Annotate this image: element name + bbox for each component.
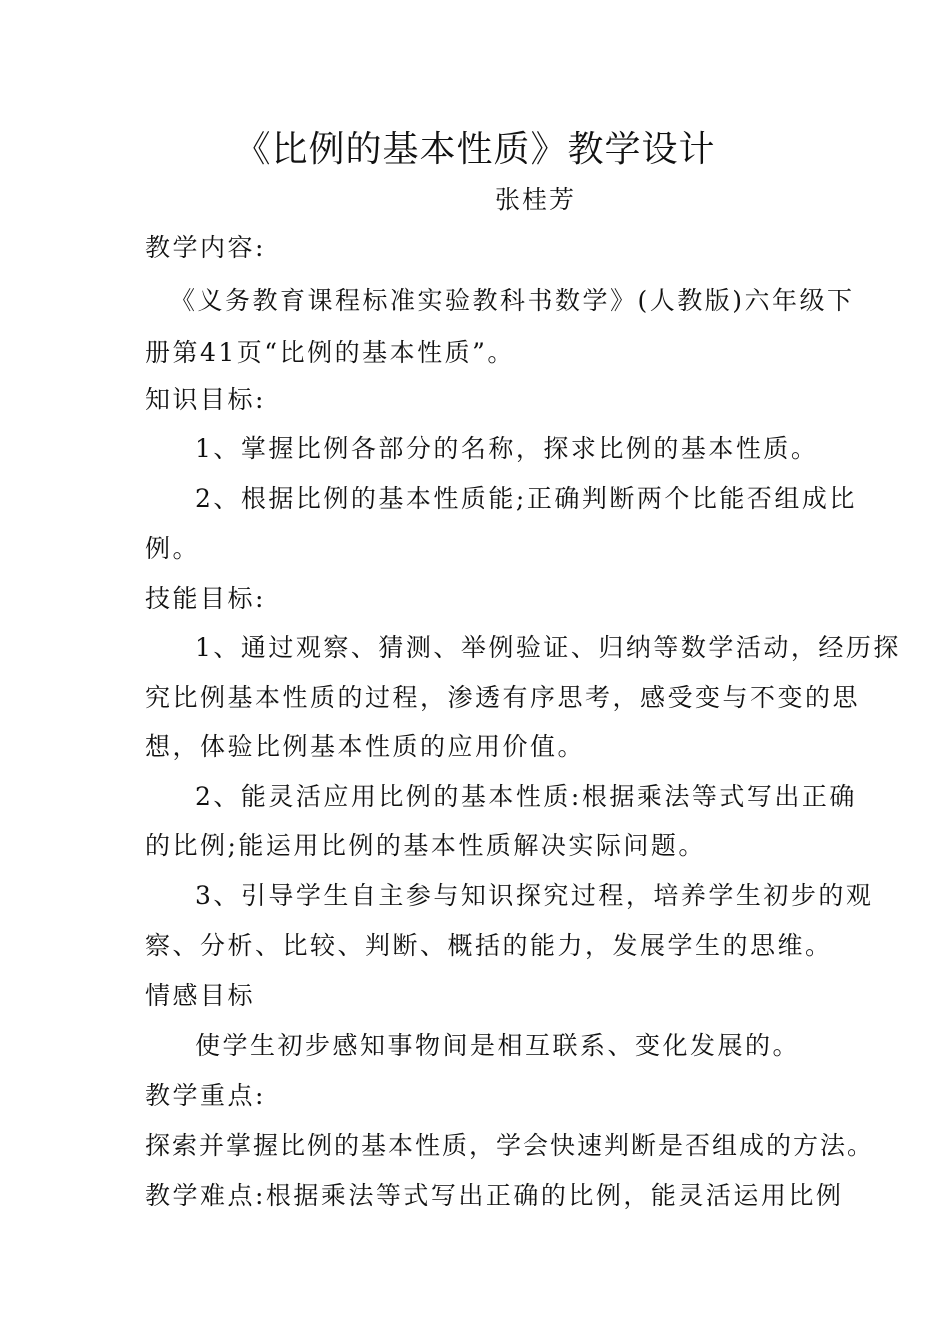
- body-line: 察、分析、比较、判断、概括的能力，发展学生的思维。: [145, 931, 833, 960]
- body-line: 的比例;能运用比例的基本性质解决实际问题。: [145, 831, 706, 860]
- body-line: 想，体验比例基本性质的应用价值。: [145, 732, 586, 761]
- heading-skill-goals: 技能目标:: [145, 584, 266, 613]
- body-line: 2、根据比例的基本性质能;正确判断两个比能否组成比: [195, 484, 857, 513]
- body-line: 册第41页“比例的基本性质”。: [145, 338, 515, 367]
- heading-emotion-goals: 情感目标: [145, 981, 256, 1010]
- heading-teaching-focus: 教学重点:: [145, 1081, 266, 1110]
- body-line: 3、引导学生自主参与知识探究过程，培养学生初步的观: [195, 881, 874, 910]
- body-line: 究比例基本性质的过程，渗透有序思考，感受变与不变的思: [145, 683, 861, 712]
- heading-teaching-content: 教学内容:: [145, 233, 266, 262]
- document-author: 张桂芳: [495, 185, 577, 214]
- body-line: 《义务教育课程标准实验教科书数学》(人教版)六年级下: [170, 286, 855, 315]
- body-line: 1、通过观察、猜测、举例验证、归纳等数学活动，经历探: [195, 633, 901, 662]
- heading-knowledge-goals: 知识目标:: [145, 385, 266, 414]
- body-line: 2、能灵活应用比例的基本性质:根据乘法等式写出正确: [195, 782, 857, 811]
- body-line: 探索并掌握比例的基本性质，学会快速判断是否组成的方法。: [145, 1131, 875, 1160]
- body-line: 1、掌握比例各部分的名称，探求比例的基本性质。: [195, 434, 819, 463]
- body-line: 使学生初步感知事物间是相互联系、变化发展的。: [195, 1031, 801, 1060]
- body-line: 例。: [145, 534, 201, 563]
- body-line: 教学难点:根据乘法等式写出正确的比例，能灵活运用比例: [145, 1181, 844, 1210]
- document-title: 《比例的基本性质》教学设计: [234, 129, 716, 170]
